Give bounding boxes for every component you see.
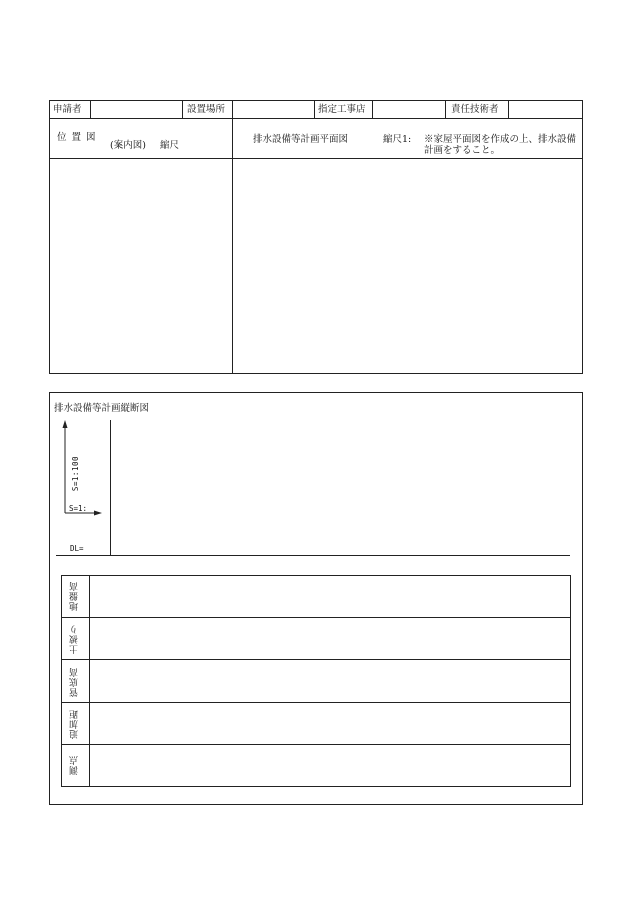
datum-label: DL=	[70, 544, 84, 553]
row-label-additional-distance: 追加距	[70, 709, 80, 739]
profile-drawing-area[interactable]	[111, 420, 571, 555]
plan-scale-label: 縮尺1:	[383, 134, 412, 145]
row-field-ground-height[interactable]	[90, 576, 570, 617]
row-field-earth-cover[interactable]	[90, 618, 570, 659]
designated-contractor-field[interactable]	[373, 101, 445, 118]
plan-title: 排水設備等計画平面図	[253, 134, 349, 145]
location-map-area[interactable]	[50, 159, 232, 373]
location-map-title: 位 置 図	[57, 132, 97, 143]
header-col-divider	[314, 100, 315, 119]
designated-contractor-label: 指定工事店	[318, 104, 366, 115]
row-label-survey-point: 測点	[70, 755, 80, 775]
row-field-survey-point[interactable]	[90, 745, 570, 786]
install-location-label: 設置場所	[187, 104, 226, 115]
row-field-additional-distance[interactable]	[90, 703, 570, 744]
row-field-pipe-bottom-height[interactable]	[90, 660, 570, 702]
responsible-engineer-field[interactable]	[509, 101, 582, 118]
location-map-scale-label: 縮尺	[160, 140, 180, 151]
responsible-engineer-label: 責任技術者	[451, 104, 499, 115]
row-label-earth-cover: 土被り	[70, 624, 80, 654]
row-label-pipe-bottom-height: 管底高	[70, 667, 80, 697]
profile-title: 排水設備等計画縦断図	[54, 403, 150, 414]
vertical-scale-label: S=1:100	[71, 456, 80, 492]
applicant-label: 申請者	[53, 104, 82, 115]
horizontal-scale-label: S=1:	[69, 504, 88, 513]
install-location-field[interactable]	[233, 101, 314, 118]
plan-drawing-area[interactable]	[233, 159, 582, 373]
plan-note: ※家屋平面図を作成の上、排水設備計画をすること。	[424, 134, 577, 156]
row-label-ground-height: 地盤高	[70, 581, 80, 611]
header-col-divider	[182, 100, 183, 119]
applicant-field[interactable]	[91, 101, 182, 118]
location-map-subtitle: (案内図)	[110, 140, 146, 151]
header-col-divider	[445, 100, 446, 119]
header-row-divider	[49, 118, 583, 119]
profile-baseline	[56, 555, 570, 556]
